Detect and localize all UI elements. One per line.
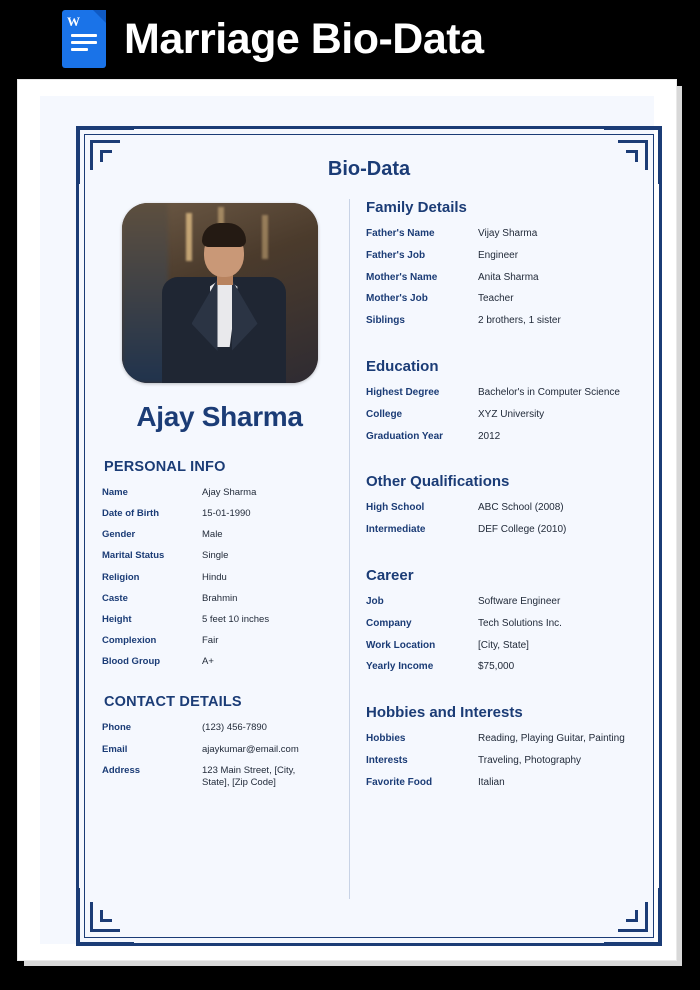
info-row [102, 529, 337, 541]
document-content [102, 158, 636, 918]
column-divider [349, 199, 350, 899]
row-value: Engineer [478, 249, 519, 261]
family-details-rows [366, 228, 636, 328]
info-row [102, 744, 337, 756]
row-value: Traveling, Photography [478, 754, 582, 766]
hobbies-rows [366, 733, 636, 789]
info-row [366, 640, 636, 653]
google-docs-icon [62, 10, 106, 68]
info-row [366, 272, 636, 285]
row-label: High School [366, 502, 425, 514]
row-label: Graduation Year [366, 430, 444, 442]
row-label: Phone [102, 722, 132, 734]
info-row [366, 755, 636, 768]
row-value: Ajay Sharma [202, 487, 257, 498]
info-row [366, 293, 636, 306]
info-row [366, 733, 636, 746]
info-row [102, 765, 337, 789]
info-row [102, 656, 337, 668]
career-rows [366, 596, 636, 674]
info-row [102, 722, 337, 734]
section-heading-personal-info: PERSONAL INFO [104, 459, 226, 475]
row-value: Male [202, 529, 223, 541]
row-value: (123) 456-7890 [202, 722, 267, 734]
row-label: Work Location [366, 639, 436, 651]
row-value: XYZ University [478, 408, 545, 420]
row-label: Complexion [102, 635, 157, 647]
row-label: Favorite Food [366, 776, 433, 788]
person-name: Ajay Sharma [136, 401, 303, 432]
row-label: Religion [102, 571, 140, 583]
section-heading-family-details: Family Details [366, 199, 467, 216]
row-label: Job [366, 595, 384, 607]
row-value: Vijay Sharma [478, 228, 538, 239]
right-column [366, 199, 636, 799]
left-column [102, 199, 337, 798]
info-row [366, 315, 636, 328]
page-title: Marriage Bio-Data [124, 14, 484, 63]
row-label: Name [102, 487, 128, 498]
row-label: Gender [102, 529, 136, 541]
portrait-photo [122, 203, 318, 383]
row-value: Brahmin [202, 592, 238, 604]
row-value: ABC School (2008) [478, 502, 564, 514]
info-row [102, 635, 337, 647]
row-value: Tech Solutions Inc. [478, 617, 562, 629]
row-label: Siblings [366, 315, 405, 327]
row-value: A+ [202, 656, 214, 668]
page-background [40, 96, 654, 944]
row-value: 2 brothers, 1 sister [478, 315, 561, 327]
doc-icon-letter: W [67, 14, 80, 29]
row-label: Caste [102, 592, 128, 604]
section-heading-career: Career [366, 566, 414, 584]
row-label: Mother's Name [366, 271, 438, 283]
info-row [102, 550, 337, 562]
row-label: Mother's Job [366, 293, 428, 305]
info-row [366, 409, 636, 422]
row-value: 2012 [478, 430, 501, 442]
row-value: ajaykumar@email.com [202, 743, 299, 755]
info-row [366, 618, 636, 631]
row-value: Italian [478, 776, 505, 788]
row-label: Marital Status [102, 550, 165, 562]
row-label: Highest Degree [366, 386, 440, 398]
info-row [366, 524, 636, 537]
row-label: Intermediate [366, 524, 426, 536]
row-value: Reading, Playing Guitar, Painting [478, 733, 625, 745]
row-value: Hindu [202, 571, 227, 583]
row-label: Email [102, 743, 128, 755]
row-value: Bachelor's in Computer Science [478, 386, 620, 398]
row-value: [City, State] [478, 639, 529, 651]
info-row [102, 487, 337, 499]
personal-info-rows [102, 487, 337, 668]
info-row [366, 661, 636, 674]
row-value: DEF College (2010) [478, 524, 567, 536]
info-row [102, 572, 337, 584]
section-heading-education: Education [366, 357, 439, 375]
row-label: Hobbies [366, 733, 406, 745]
row-value: Software Engineer [478, 595, 561, 607]
row-value: 5 feet 10 inches [202, 613, 270, 625]
info-row [366, 387, 636, 400]
info-row [102, 614, 337, 626]
row-label: Blood Group [102, 656, 161, 668]
row-label: Company [366, 617, 412, 629]
info-row [366, 777, 636, 790]
row-value: Fair [202, 635, 219, 647]
row-label: Date of Birth [102, 508, 159, 520]
two-column-layout [102, 199, 636, 899]
row-value: Anita Sharma [478, 271, 539, 283]
row-value: Single [202, 550, 229, 562]
info-row [366, 250, 636, 263]
contact-details-rows [102, 722, 337, 789]
info-row [366, 502, 636, 515]
row-label: Interests [366, 754, 408, 766]
doc-icon-lines [71, 34, 97, 55]
row-value: $75,000 [478, 661, 515, 673]
section-heading-contact-details: CONTACT DETAILS [104, 694, 242, 711]
row-label: Yearly Income [366, 661, 434, 673]
info-row [102, 508, 337, 520]
info-row [102, 593, 337, 605]
document-heading: Bio-Data [327, 158, 411, 180]
info-row [366, 431, 636, 444]
doc-icon-fold [93, 10, 106, 23]
row-value: 15-01-1990 [202, 508, 251, 520]
education-rows [366, 387, 636, 443]
other-qualifications-rows [366, 502, 636, 537]
row-value: 123 Main Street, [City, State], [Zip Code] [202, 764, 296, 788]
row-label: College [366, 408, 403, 420]
section-heading-other-qualifications: Other Qualifications [366, 473, 510, 491]
row-value: Teacher [478, 293, 514, 305]
page-header [0, 0, 700, 78]
row-label: Height [102, 613, 132, 625]
info-row [366, 228, 636, 241]
row-label: Address [102, 764, 141, 776]
row-label: Father's Name [366, 228, 435, 239]
document-page [18, 80, 676, 960]
row-label: Father's Job [366, 249, 426, 261]
section-heading-hobbies-and-interests: Hobbies and Interests [366, 704, 523, 722]
info-row [366, 596, 636, 609]
